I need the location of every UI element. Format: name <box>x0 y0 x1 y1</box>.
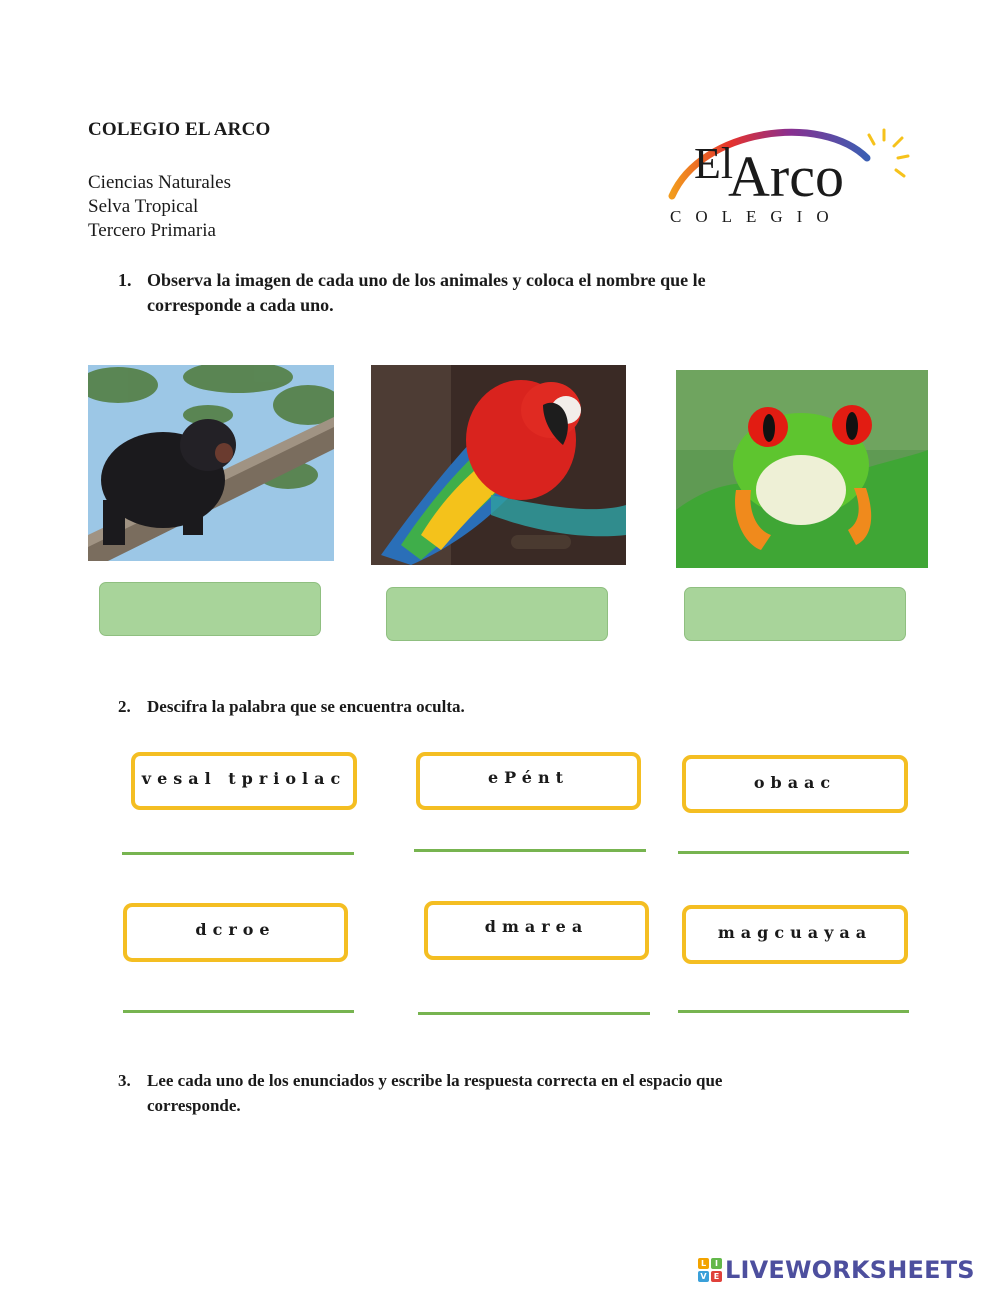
question-number: 3. <box>118 1071 131 1090</box>
answer-box-monkey[interactable] <box>99 582 321 636</box>
answer-line-3[interactable] <box>678 851 909 854</box>
scrambled-word-3: obaac <box>682 755 908 813</box>
question-text-cont: corresponde. <box>147 1096 241 1115</box>
answer-box-macaw[interactable] <box>386 587 608 641</box>
question-2 <box>118 694 838 719</box>
answer-line-6[interactable] <box>678 1010 909 1013</box>
question-text: Observa la imagen de cada uno de los animales y coloca el nombre que le <box>147 270 706 290</box>
logo-colegio-text: COLEGIO <box>670 207 843 226</box>
answer-line-4[interactable] <box>123 1010 354 1013</box>
subject-line: Ciencias Naturales <box>88 172 231 193</box>
scrambled-word-1: vesal tpriolac <box>131 752 357 810</box>
red-eyed-tree-frog-photo <box>676 370 928 568</box>
answer-box-frog[interactable] <box>684 587 906 641</box>
question-1 <box>118 268 838 318</box>
question-number: 2. <box>118 697 131 716</box>
scrambled-word-5: dmarea <box>424 901 649 960</box>
logo-arco-text: Arco <box>728 144 844 209</box>
question-3 <box>118 1068 838 1118</box>
answer-line-1[interactable] <box>122 852 354 855</box>
scrambled-word-2: ePént <box>416 752 641 810</box>
question-number: 1. <box>118 270 132 290</box>
liveworksheets-text: LIVEWORKSHEETS <box>725 1256 975 1284</box>
school-logo <box>662 118 912 228</box>
scarlet-macaw-photo <box>371 365 626 565</box>
liveworksheets-icon: L I V E <box>698 1258 722 1282</box>
howler-monkey-photo <box>88 365 334 561</box>
question-text: Descifra la palabra que se encuentra oculta. <box>147 697 465 716</box>
answer-line-2[interactable] <box>414 849 646 852</box>
grade-line: Tercero Primaria <box>88 220 216 241</box>
scrambled-word-6: magcuayaa <box>682 905 908 964</box>
logo-el-text: El <box>694 139 734 188</box>
school-name: COLEGIO EL ARCO <box>88 119 271 140</box>
question-text-cont: corresponde a cada uno. <box>147 295 334 315</box>
answer-line-5[interactable] <box>418 1012 650 1015</box>
question-text: Lee cada uno de los enunciados y escribe la respuesta correcta en el espacio que <box>147 1071 723 1090</box>
topic-line: Selva Tropical <box>88 196 199 217</box>
liveworksheets-watermark[interactable] <box>698 1255 975 1285</box>
scrambled-word-4: dcroe <box>123 903 348 962</box>
